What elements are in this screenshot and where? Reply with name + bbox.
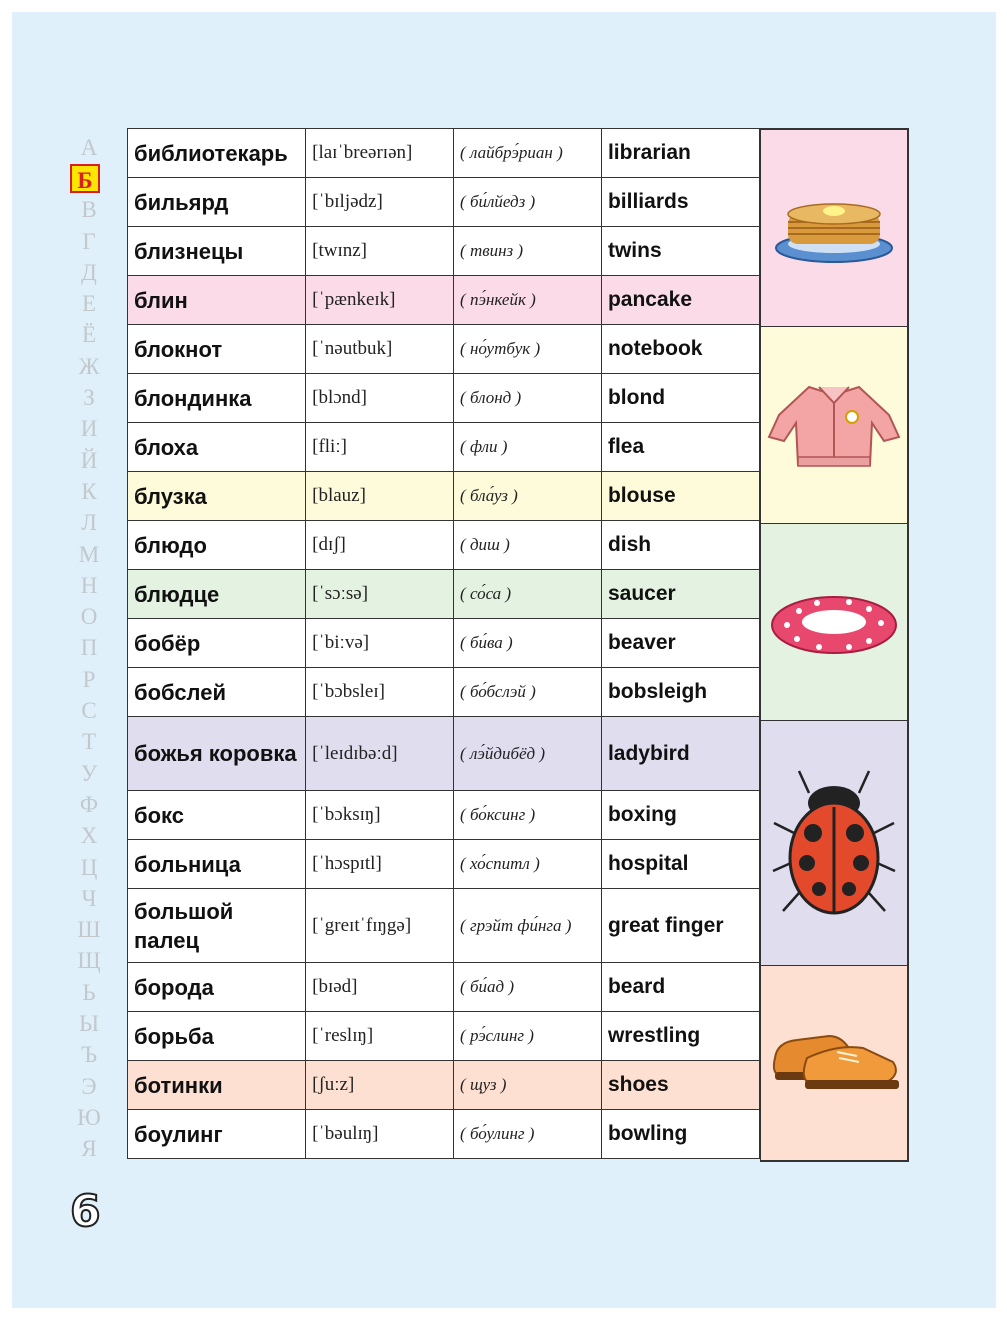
table-row	[128, 619, 760, 668]
transcription-cell: [blɔnd]	[306, 374, 454, 423]
russian-reading-cell: ( щуз )	[454, 1061, 602, 1110]
russian-word-cell: блузка	[128, 472, 306, 521]
alphabet-letter[interactable]: Ч	[81, 885, 97, 911]
saucer-icon	[769, 587, 899, 657]
table-row	[128, 227, 760, 276]
russian-word-cell: блин	[128, 276, 306, 325]
alphabet-letter[interactable]: А	[80, 135, 98, 160]
alphabet-letter[interactable]: Ъ	[80, 1042, 98, 1068]
alphabet-letter[interactable]: Ы	[78, 1011, 100, 1037]
russian-word-cell: боулинг	[128, 1110, 306, 1159]
transcription-cell: [twɪnz]	[306, 227, 454, 276]
table-row	[128, 1110, 760, 1159]
russian-word-cell: блокнот	[128, 325, 306, 374]
table-row	[128, 521, 760, 570]
transcription-cell: [ˈsɔːsə]	[306, 570, 454, 619]
transcription-cell: [ˈleɪdɪbəːd]	[306, 717, 454, 791]
transcription-cell: [ˈgreɪtˈfɪŋgə]	[306, 889, 454, 963]
russian-word-cell: библиотекарь	[128, 129, 306, 178]
alphabet-letter[interactable]: Ю	[77, 1104, 101, 1130]
table-row	[128, 276, 760, 325]
table-row	[128, 178, 760, 227]
english-word-cell: bobsleigh	[601, 668, 759, 717]
ladybird-icon	[769, 763, 899, 923]
table-row	[128, 1012, 760, 1061]
alphabet-letter[interactable]: Х	[80, 823, 98, 849]
russian-word-cell: блюдо	[128, 521, 306, 570]
table-row	[128, 717, 760, 791]
russian-word-cell: больница	[128, 840, 306, 889]
alphabet-letter[interactable]: Ф	[79, 791, 99, 817]
alphabet-letter[interactable]: Э	[81, 1073, 97, 1099]
blouse-icon	[764, 375, 904, 475]
alphabet-letter[interactable]: Л	[81, 510, 97, 536]
alphabet-letter[interactable]: С	[81, 698, 97, 724]
english-word-cell: saucer	[601, 570, 759, 619]
english-word-cell: blouse	[601, 472, 759, 521]
alphabet-letter[interactable]: В	[81, 197, 97, 223]
english-word-cell: shoes	[601, 1061, 759, 1110]
russian-reading-cell: ( лайбрэ́риан )	[454, 129, 602, 178]
alphabet-letter[interactable]: Р	[82, 666, 96, 692]
russian-word-cell: бокс	[128, 791, 306, 840]
table-row	[128, 472, 760, 521]
shoes-picture	[761, 966, 907, 1160]
transcription-cell: [ˈbɔksɪŋ]	[306, 791, 454, 840]
alphabet-letter[interactable]: К	[81, 478, 97, 504]
english-word-cell: beard	[601, 963, 759, 1012]
russian-reading-cell: ( би́лйедз )	[454, 178, 602, 227]
transcription-cell: [ˈnəutbuk]	[306, 325, 454, 374]
shoes-icon	[767, 1018, 902, 1108]
transcription-cell: [ˈbɔbsleɪ]	[306, 668, 454, 717]
picture-column	[760, 128, 909, 1162]
russian-reading-cell: ( со́са )	[454, 570, 602, 619]
english-word-cell: flea	[601, 423, 759, 472]
russian-reading-cell: ( би́ад )	[454, 963, 602, 1012]
transcription-cell: [ˈhɔspɪtl]	[306, 840, 454, 889]
transcription-cell: [fliː]	[306, 423, 454, 472]
table-row	[128, 423, 760, 472]
table-row	[128, 668, 760, 717]
alphabet-letter[interactable]: Б	[70, 164, 100, 193]
russian-word-cell: божья коровка	[128, 717, 306, 791]
alphabet-letter[interactable]: Ж	[78, 353, 100, 379]
alphabet-letter[interactable]: Д	[81, 259, 97, 285]
alphabet-letter[interactable]: Ё	[81, 322, 97, 348]
russian-reading-cell: ( но́утбук )	[454, 325, 602, 374]
english-word-cell: hospital	[601, 840, 759, 889]
table-row	[128, 963, 760, 1012]
russian-reading-cell: ( фли )	[454, 423, 602, 472]
transcription-cell: [ʃuːz]	[306, 1061, 454, 1110]
russian-word-cell: большой палец	[128, 889, 306, 963]
russian-reading-cell: ( бо́ксинг )	[454, 791, 602, 840]
alphabet-letter[interactable]: Г	[82, 228, 96, 254]
english-word-cell: boxing	[601, 791, 759, 840]
alphabet-index	[74, 132, 104, 1165]
transcription-cell: [bɪəd]	[306, 963, 454, 1012]
transcription-cell: [laɪˈbreərɪən]	[306, 129, 454, 178]
russian-reading-cell: ( лэ́йдибёд )	[454, 717, 602, 791]
table-row	[128, 791, 760, 840]
english-word-cell: dish	[601, 521, 759, 570]
transcription-cell: [ˈbɪljədz]	[306, 178, 454, 227]
russian-word-cell: блоха	[128, 423, 306, 472]
russian-reading-cell: ( бо́бслэй )	[454, 668, 602, 717]
page-number: 6	[70, 1186, 101, 1237]
english-word-cell: notebook	[601, 325, 759, 374]
table-row	[128, 129, 760, 178]
russian-reading-cell: ( твинз )	[454, 227, 602, 276]
alphabet-letter[interactable]: М	[78, 541, 100, 567]
table-row	[128, 325, 760, 374]
alphabet-letter[interactable]: З	[83, 385, 95, 411]
alphabet-letter[interactable]: Т	[81, 729, 97, 755]
ladybird-picture	[761, 721, 907, 966]
russian-word-cell: блюдце	[128, 570, 306, 619]
transcription-cell: [ˈbəulɪŋ]	[306, 1110, 454, 1159]
alphabet-letter[interactable]: Ц	[80, 854, 98, 880]
alphabet-letter[interactable]: О	[80, 604, 98, 630]
alphabet-letter[interactable]: Н	[80, 572, 98, 598]
saucer-picture	[761, 524, 907, 721]
english-word-cell: billiards	[601, 178, 759, 227]
transcription-cell: [ˈbiːvə]	[306, 619, 454, 668]
english-word-cell: great finger	[601, 889, 759, 963]
transcription-cell: [ˈreslɪŋ]	[306, 1012, 454, 1061]
pancake-picture	[761, 130, 907, 327]
russian-word-cell: бильярд	[128, 178, 306, 227]
russian-reading-cell: ( би́ва )	[454, 619, 602, 668]
table-row	[128, 840, 760, 889]
alphabet-letter[interactable]: У	[80, 760, 98, 786]
english-word-cell: beaver	[601, 619, 759, 668]
russian-reading-cell: ( бла́уз )	[454, 472, 602, 521]
alphabet-letter[interactable]: Ь	[82, 979, 96, 1005]
english-word-cell: librarian	[601, 129, 759, 178]
russian-reading-cell: ( бо́улинг )	[454, 1110, 602, 1159]
english-word-cell: blond	[601, 374, 759, 423]
english-word-cell: bowling	[601, 1110, 759, 1159]
russian-word-cell: бобёр	[128, 619, 306, 668]
english-word-cell: pancake	[601, 276, 759, 325]
transcription-cell: [dɪʃ]	[306, 521, 454, 570]
russian-word-cell: борода	[128, 963, 306, 1012]
russian-word-cell: близнецы	[128, 227, 306, 276]
russian-word-cell: борьба	[128, 1012, 306, 1061]
english-word-cell: ladybird	[601, 717, 759, 791]
russian-reading-cell: ( грэйт фи́нга )	[454, 889, 602, 963]
russian-word-cell: ботинки	[128, 1061, 306, 1110]
transcription-cell: [blauz]	[306, 472, 454, 521]
table-row	[128, 889, 760, 963]
russian-reading-cell: ( хо́спитл )	[454, 840, 602, 889]
russian-reading-cell: ( рэ́слинг )	[454, 1012, 602, 1061]
alphabet-letter[interactable]: Щ	[77, 948, 101, 974]
english-word-cell: wrestling	[601, 1012, 759, 1061]
alphabet-letter[interactable]: Е	[81, 291, 97, 317]
table-row	[128, 1061, 760, 1110]
transcription-cell: [ˈpænkeɪk]	[306, 276, 454, 325]
russian-word-cell: бобслей	[128, 668, 306, 717]
alphabet-letter[interactable]: Я	[81, 1136, 97, 1162]
blouse-picture	[761, 327, 907, 524]
english-word-cell: twins	[601, 227, 759, 276]
pancake-icon	[774, 188, 894, 268]
russian-reading-cell: ( диш )	[454, 521, 602, 570]
table-row	[128, 570, 760, 619]
vocabulary-table	[127, 128, 760, 1159]
russian-reading-cell: ( блонд )	[454, 374, 602, 423]
table-row	[128, 374, 760, 423]
russian-word-cell: блондинка	[128, 374, 306, 423]
alphabet-letter[interactable]: Ш	[77, 917, 101, 943]
alphabet-letter[interactable]: П	[80, 635, 98, 661]
alphabet-letter[interactable]: Й	[80, 447, 98, 473]
alphabet-letter[interactable]: И	[80, 416, 98, 442]
russian-reading-cell: ( пэ́нкейк )	[454, 276, 602, 325]
